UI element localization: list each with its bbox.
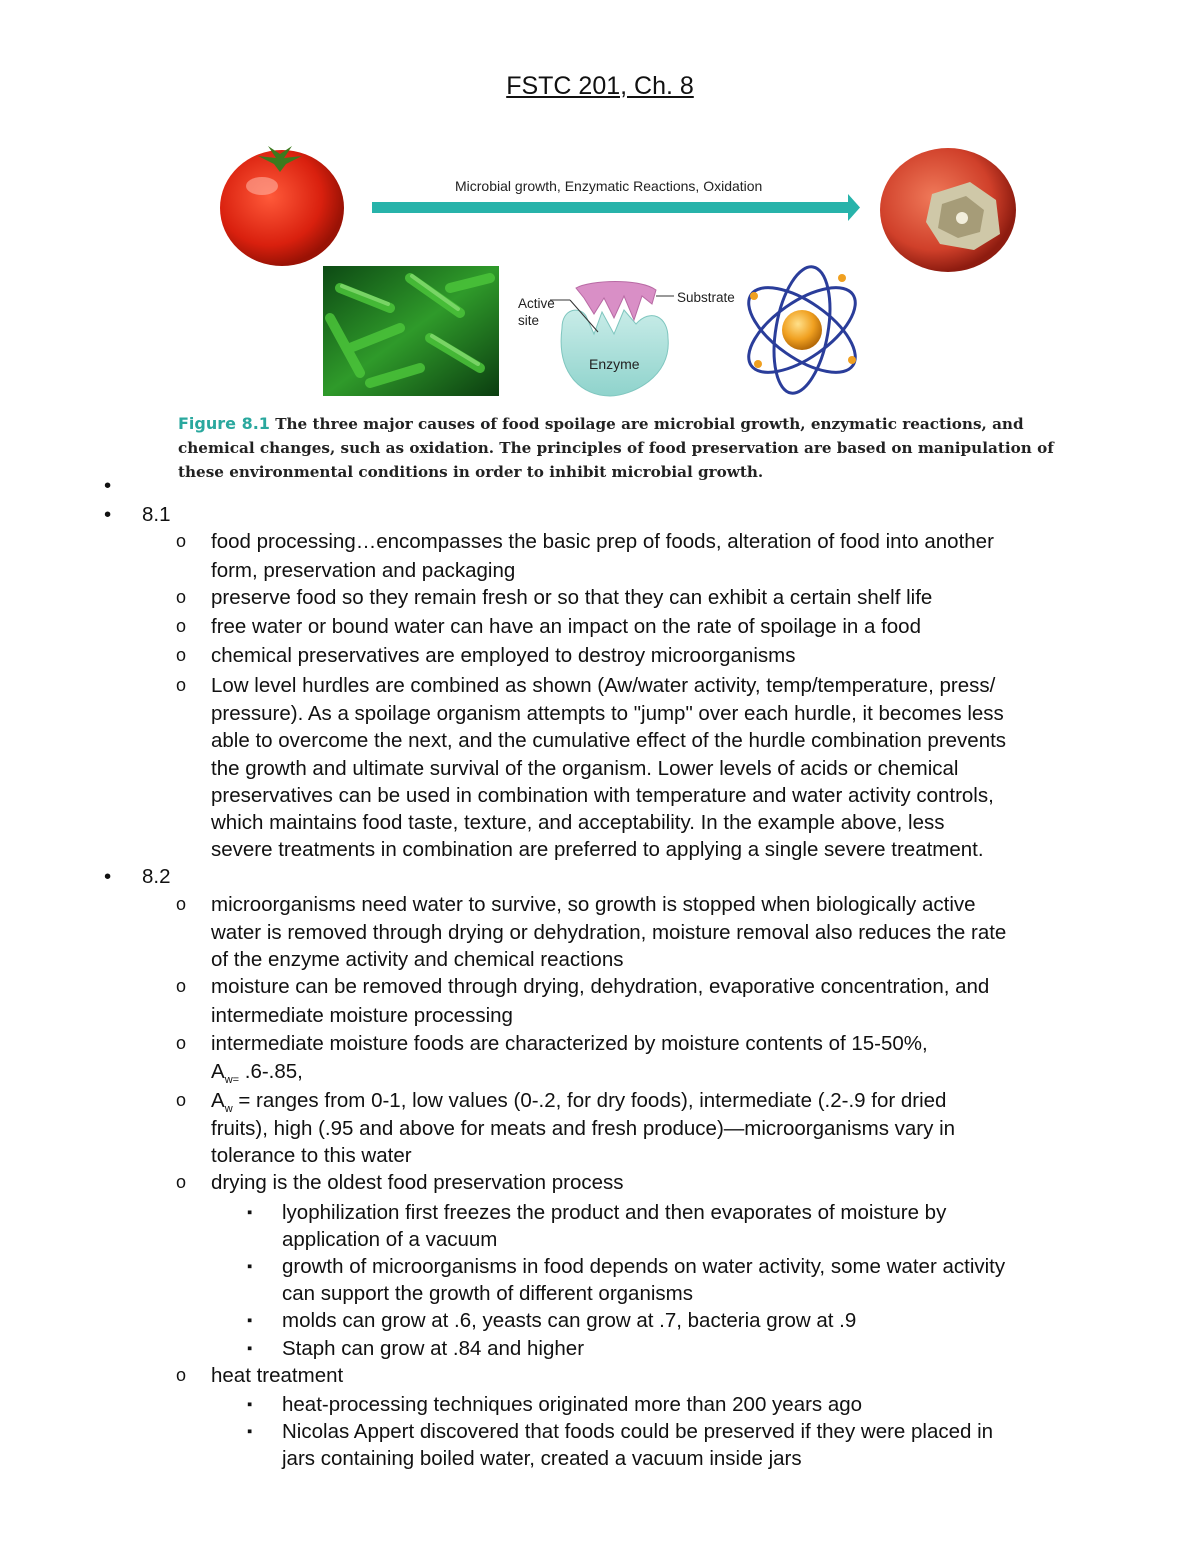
square-bullet-marker: ▪ xyxy=(247,1396,253,1413)
list-item-text: drying is the oldest food preservation process xyxy=(211,1171,624,1194)
figure-caption-label: Figure 8.1 xyxy=(178,414,270,433)
list-item-text: food processing…encompasses the basic prep of foods, alteration of food into another xyxy=(211,530,994,553)
sub-bullet-marker: o xyxy=(176,1365,187,1385)
bullet-marker: • xyxy=(104,503,112,526)
figure-caption-line1: The three major causes of food spoilage are microbial growth, enzymatic reactions, and xyxy=(275,415,1024,433)
bullet-marker: • xyxy=(104,865,112,888)
substrate-label: Substrate xyxy=(677,290,735,305)
aw-subscript: w= xyxy=(224,1074,240,1087)
sub-bullet-marker: o xyxy=(176,531,187,551)
list-item-text: able to overcome the next, and the cumulative effect of the hurdle combination prevents xyxy=(211,729,1007,752)
list-item-text: intermediate moisture foods are characterized by moisture contents of 15-50%, xyxy=(211,1032,928,1055)
square-bullet-marker: ▪ xyxy=(247,1204,253,1221)
list-item-text: the growth and ultimate survival of the organism. Lower levels of acids or chemical xyxy=(211,757,959,780)
list-item-text: which maintains food taste, texture, and acceptability. In the example above, less xyxy=(211,811,945,834)
sub-bullet-marker: o xyxy=(176,1172,187,1192)
sub-list-item-text: heat-processing techniques originated more than 200 years ago xyxy=(282,1393,863,1416)
spoilage-arrow xyxy=(372,194,860,221)
list-item-text: intermediate moisture processing xyxy=(211,1004,513,1027)
aw-description: = ranges from 0-1, low values (0-.2, for dry foods), intermediate (.2-.9 for dried xyxy=(232,1089,947,1112)
aw-subscript: w xyxy=(224,1103,233,1116)
atom-oxidation-image xyxy=(735,262,869,397)
sub-list-item-text: lyophilization first freezes the product and then evaporates of moisture by xyxy=(282,1201,947,1224)
list-item-text: tolerance to this water xyxy=(211,1144,412,1167)
figure-caption xyxy=(178,412,1068,484)
square-bullet-marker: ▪ xyxy=(247,1258,253,1275)
enzyme-label: Enzyme xyxy=(589,356,640,372)
sub-list-item-text: application of a vacuum xyxy=(282,1228,498,1251)
sub-list-item-text: can support the growth of different organisms xyxy=(282,1282,693,1305)
sub-bullet-marker: o xyxy=(176,645,187,665)
sub-bullet-marker: o xyxy=(176,675,187,695)
list-item-text: Low level hurdles are combined as shown (Aw/water activity, temp/temperature, press/ xyxy=(211,674,996,697)
list-item-text: severe treatments in combination are preferred to applying a single severe treatment. xyxy=(211,838,984,861)
list-item-text: microorganisms need water to survive, so growth is stopped when biologically active xyxy=(211,893,976,916)
sub-bullet-marker: o xyxy=(176,587,187,607)
aw-value: .6-.85, xyxy=(239,1060,303,1083)
figure-caption-line2: chemical changes, such as oxidation. The principles of food preservation are based on manipulation of xyxy=(178,439,1054,457)
sub-bullet-marker: o xyxy=(176,616,187,636)
square-bullet-marker: ▪ xyxy=(247,1423,253,1440)
aw-symbol: A xyxy=(211,1060,225,1083)
spoiled-tomato-image xyxy=(880,148,1016,272)
sub-bullet-marker: o xyxy=(176,1033,187,1053)
sub-bullet-marker: o xyxy=(176,976,187,996)
list-item-text: moisture can be removed through drying, dehydration, evaporative concentration, and xyxy=(211,975,990,998)
sub-bullet-marker: o xyxy=(176,894,187,914)
active-site-label-line1: Active xyxy=(518,296,555,311)
bacteria-micrograph-image xyxy=(323,266,499,396)
list-item-text: pressure). As a spoilage organism attempts to "jump" over each hurdle, it becomes less xyxy=(211,702,1004,725)
sub-list-item-text: jars containing boiled water, created a vacuum inside jars xyxy=(282,1447,802,1470)
list-item-text: water is removed through drying or dehydration, moisture removal also reduces the rate xyxy=(211,921,1007,944)
active-site-label-line2: site xyxy=(518,313,540,328)
fresh-tomato-image xyxy=(220,146,344,266)
list-item-text: chemical preservatives are employed to destroy microorganisms xyxy=(211,644,796,667)
document-title: FSTC 201, Ch. 8 xyxy=(506,72,694,100)
figure-caption-line3: these environmental conditions in order to inhibit microbial growth. xyxy=(178,463,764,481)
sub-list-item-text: Nicolas Appert discovered that foods could be preserved if they were placed in xyxy=(282,1420,994,1443)
sub-list-item-text: Staph can grow at .84 and higher xyxy=(282,1337,585,1360)
square-bullet-marker: ▪ xyxy=(247,1340,253,1357)
arrow-label: Microbial growth, Enzymatic Reactions, Oxidation xyxy=(455,178,763,194)
list-item-text: free water or bound water can have an impact on the rate of spoilage in a food xyxy=(211,615,921,638)
square-bullet-marker: ▪ xyxy=(247,1312,253,1329)
list-item-text: preservatives can be used in combination with temperature and water activity controls, xyxy=(211,784,994,807)
list-item-text: preserve food so they remain fresh or so that they can exhibit a certain shelf life xyxy=(211,586,933,609)
section-heading: 8.2 xyxy=(142,865,171,888)
enzyme-substrate-diagram xyxy=(550,282,674,397)
section-heading: 8.1 xyxy=(142,503,171,526)
sub-list-item-text: growth of microorganisms in food depends on water activity, some water activity xyxy=(282,1255,1006,1278)
list-item-text: of the enzyme activity and chemical reactions xyxy=(211,948,624,971)
sub-list-item-text: molds can grow at .6, yeasts can grow at .7, bacteria grow at .9 xyxy=(282,1309,857,1332)
sub-bullet-marker: o xyxy=(176,1090,187,1110)
list-item-text: heat treatment xyxy=(211,1364,344,1387)
list-item-text: fruits), high (.95 and above for meats and fresh produce)—microorganisms vary in xyxy=(211,1117,956,1140)
list-item-text: form, preservation and packaging xyxy=(211,559,516,582)
bullet-marker: • xyxy=(104,474,112,497)
aw-symbol: A xyxy=(211,1089,225,1112)
